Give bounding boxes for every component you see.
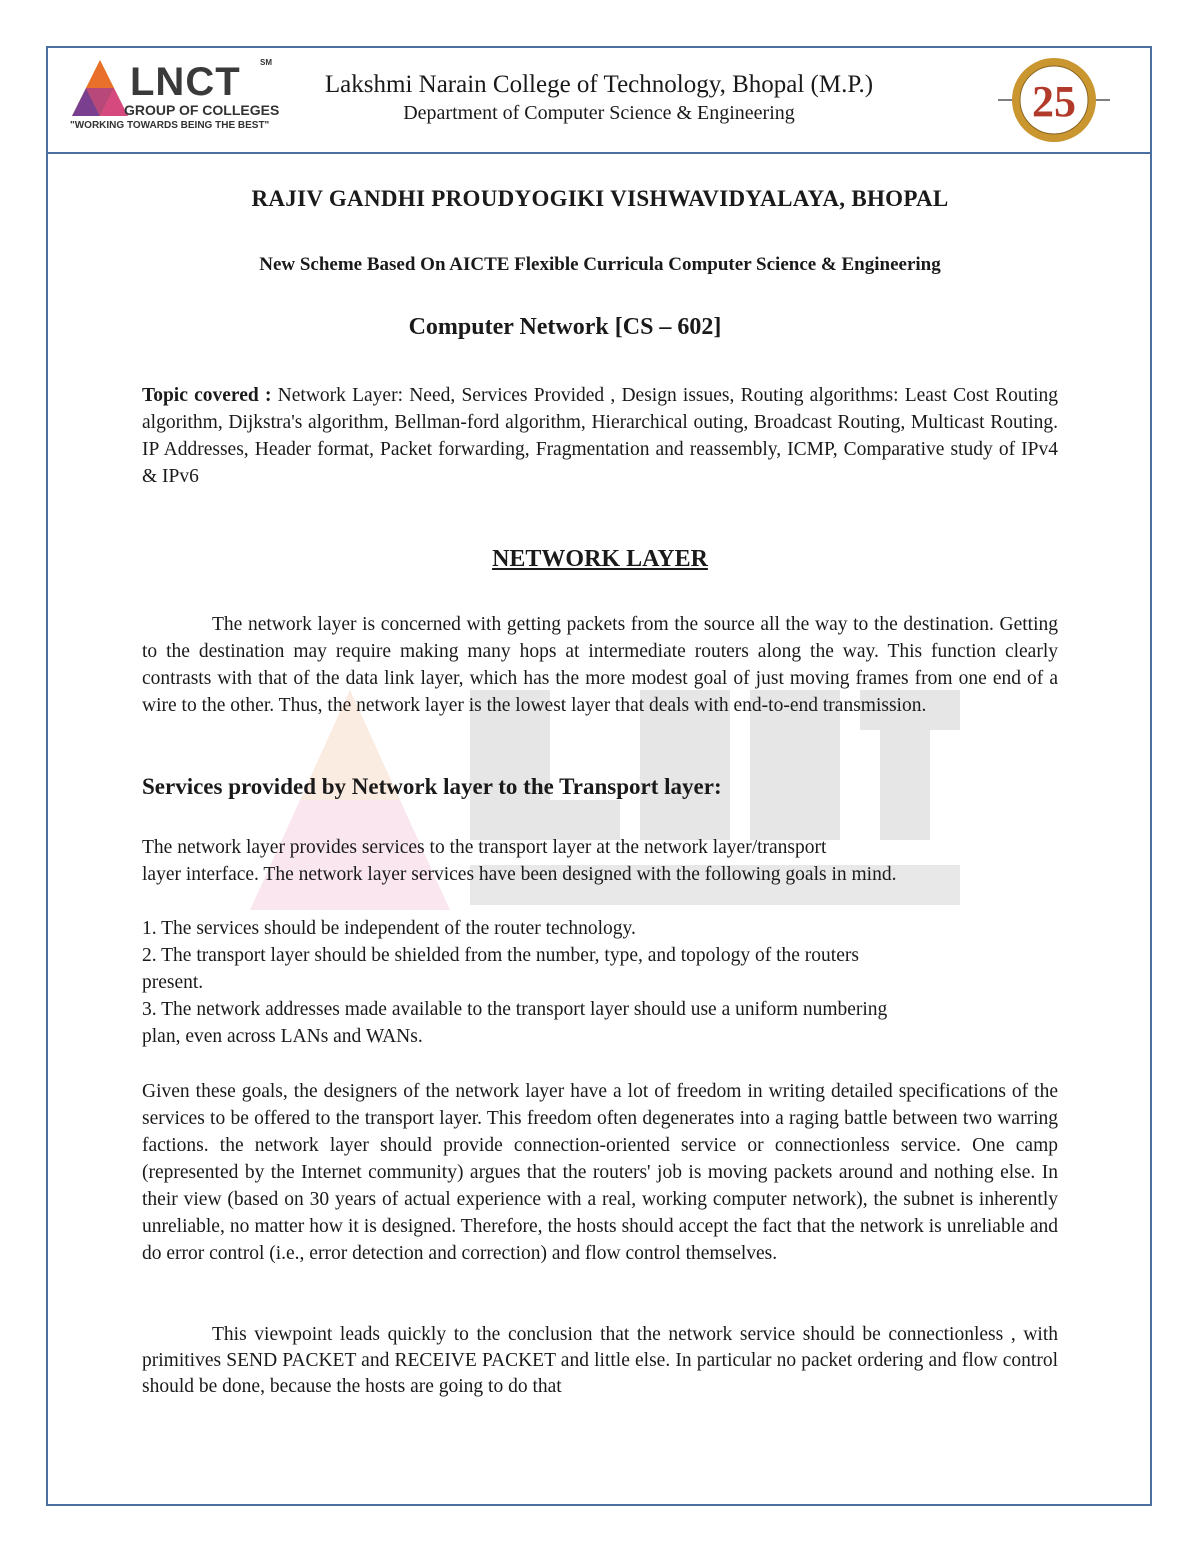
goals-list (142, 915, 1058, 1050)
services-paragraph (142, 834, 1058, 888)
topic-text: Network Layer: Need, Services Provided , Design issues, Routing algorithms: Least Cost Routing algorithm, Dijkstra's algorithm, Bellman-ford algorithm, Hierarchical outing, Broadcast Routing, Multicast Routing. IP Addresses, Header format, Packet forwarding, Fragmentation and reassembly, ICMP, Comparative study of IPv4 & IPv6 (142, 385, 1058, 487)
list-item-continuation: plan, even across LANs and WANs. (142, 1026, 423, 1047)
logo-group-label: GROUP OF COLLEGES (124, 102, 280, 118)
list-item: 1. The services should be independent of the router technology. (142, 918, 636, 939)
topics-covered (142, 382, 1058, 490)
topic-label: Topic covered : (142, 385, 272, 406)
list-item: 2. The transport layer should be shielded from the number, type, and topology of the routers (142, 945, 859, 966)
list-item-continuation: present. (142, 972, 204, 993)
logo-tagline: "WORKING TOWARDS BEING THE BEST" (70, 120, 270, 131)
scheme-subtitle: New Scheme Based On AICTE Flexible Curricula Computer Science & Engineering (259, 254, 941, 275)
goals-paragraph: Given these goals, the designers of the network layer have a lot of freedom in writing detailed specifications of the services to be offered to the transport layer. This freedom often degenerates into a raging battle between two warring factions. the network layer should provide connection-oriented service or connectionless service. One camp (represented by the Internet community) argues that the routers' job is moving packets around and nothing else. In their view (based on 30 years of actual experience with a real, working computer network), the subnet is inherently unreliable, no matter how it is designed. Therefore, the hosts should accept the fact that the network is unreliable and do error control (i.e., error detection and correction) and flow control themselves. (142, 1081, 1058, 1264)
list-item: 3. The network addresses made available to the transport layer should use a uniform numbering (142, 999, 888, 1020)
logo-sm-mark: SM (260, 58, 272, 67)
services-heading: Services provided by Network layer to the Transport layer: (142, 774, 722, 799)
seal-number: 25 (1032, 77, 1076, 126)
services-line: The network layer provides services to the transport layer at the network layer/transport (142, 837, 827, 858)
department-name: Department of Computer Science & Engineering (403, 102, 795, 124)
logo-name: LNCT (130, 60, 241, 104)
university-title: RAJIV GANDHI PROUDYOGIKI VISHWAVIDYALAYA, BHOPAL (251, 186, 949, 211)
page-header (48, 48, 1150, 154)
section-title: NETWORK LAYER (492, 546, 708, 572)
services-line: layer interface. The network layer services have been designed with the following goals in mind. (142, 864, 897, 885)
course-title: Computer Network [CS – 602] (408, 314, 722, 340)
viewpoint-paragraph: This viewpoint leads quickly to the conclusion that the network service should be connectionless , with primitives SEND PACKET and RECEIVE PACKET and little else. In particular no packet ordering and flow control should be done, because the hosts are going to do that (142, 1324, 1058, 1397)
intro-paragraph: The network layer is concerned with getting packets from the source all the way to the destination. Getting to the destination may require making many hops at intermediate routers along the way. This function clearly contrasts with that of the data link layer, which has the more modest goal of just moving frames from one end of a wire to the other. Thus, the network layer is the lowest layer that deals with end-to-end transmission. (142, 614, 1058, 716)
seal-badge-icon (998, 54, 1110, 146)
college-name: Lakshmi Narain College of Technology, Bhopal (M.P.) (324, 71, 874, 98)
anniversary-seal (998, 54, 1110, 146)
